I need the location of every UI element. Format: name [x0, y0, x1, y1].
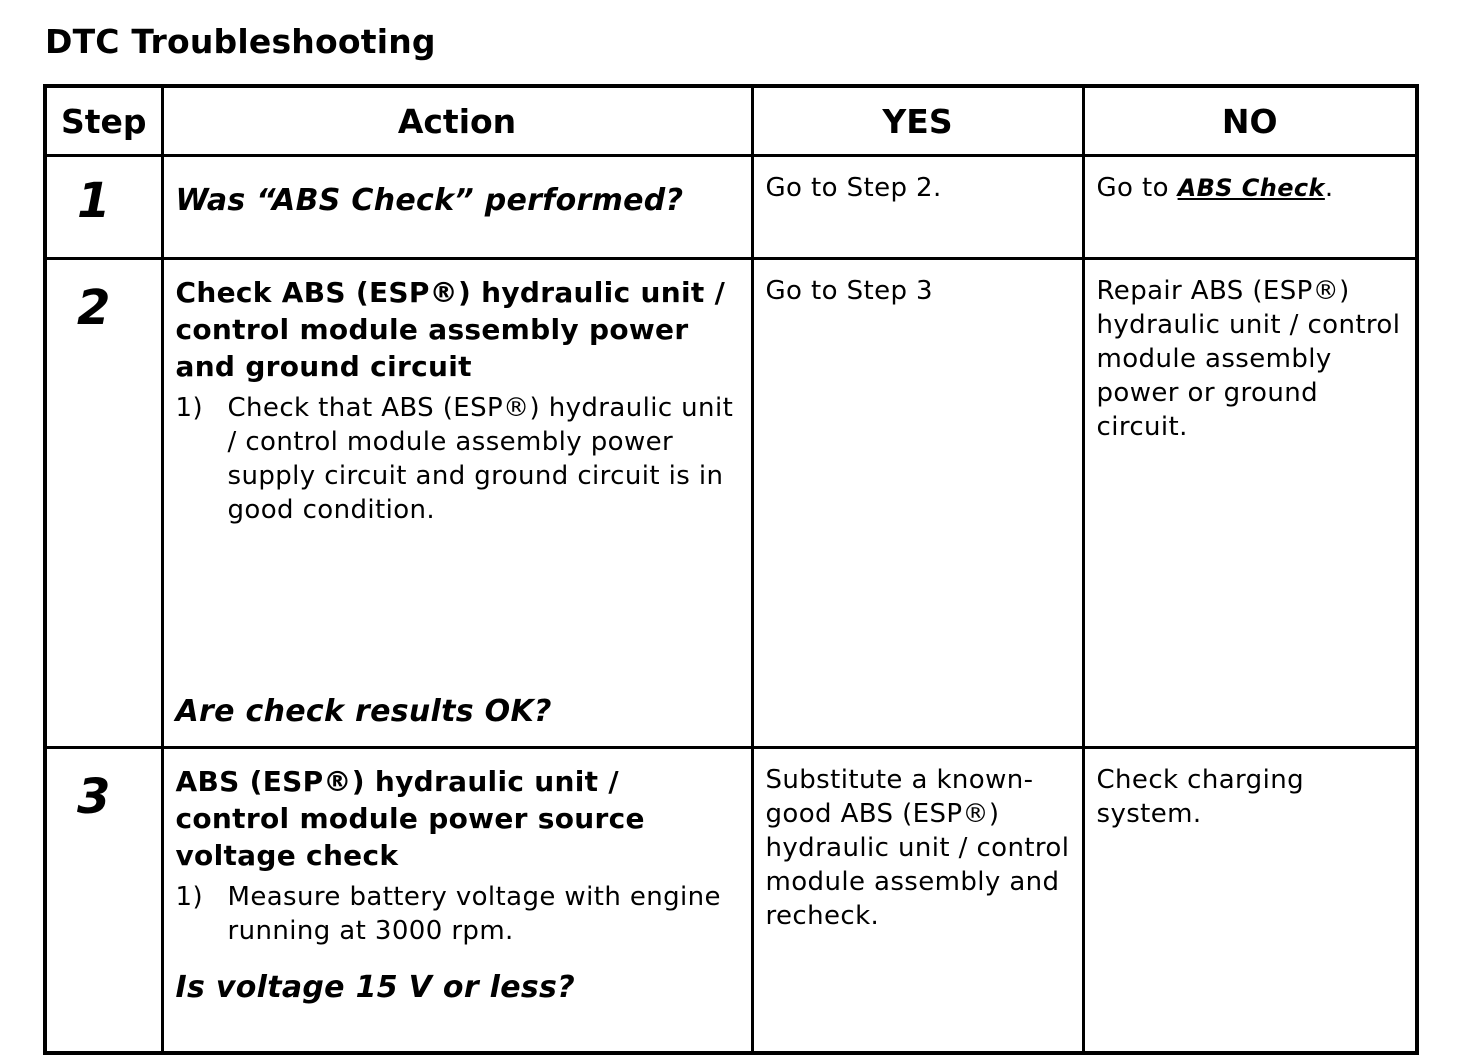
sub-step-text: Check that ABS (ESP®) hydraulic unit / control module assembly power supply circuit and ground circuit is in good condition. — [227, 393, 734, 525]
no-cell — [1083, 259, 1417, 748]
header-no: NO — [1083, 86, 1417, 156]
page-title: DTC Troubleshooting — [45, 22, 436, 61]
action-heading: ABS (ESP®) hydraulic unit / control module power source voltage check — [175, 765, 645, 872]
no-result: Repair ABS (ESP®) hydraulic unit / control module assembly power or ground circuit. — [1096, 276, 1401, 442]
step-cell — [45, 156, 162, 259]
yes-cell — [752, 748, 1083, 1054]
abs-check-link[interactable]: ABS Check — [1177, 174, 1325, 202]
action-question: Is voltage 15 V or less? — [175, 970, 575, 1005]
table-row — [45, 156, 1417, 259]
no-cell — [1083, 748, 1417, 1054]
no-result — [1085, 157, 1416, 205]
table-row — [45, 748, 1417, 1054]
header-step: Step — [45, 86, 162, 156]
action-cell — [162, 748, 752, 1054]
action-question: Was “ABS Check” performed? — [175, 183, 684, 218]
yes-result: Go to Step 2. — [765, 173, 942, 203]
no-prefix: Go to — [1096, 173, 1178, 203]
yes-result: Go to Step 3 — [765, 276, 933, 306]
sub-step-number: 1) — [175, 882, 203, 912]
yes-cell — [752, 156, 1083, 259]
step-number: 3 — [77, 769, 111, 825]
header-action: Action — [162, 86, 752, 156]
dtc-table — [43, 84, 1419, 1055]
step-cell — [45, 748, 162, 1054]
step-number: 2 — [77, 280, 111, 336]
step-cell — [45, 259, 162, 748]
step-number: 1 — [77, 173, 111, 229]
table-row — [45, 259, 1417, 748]
action-cell — [162, 259, 752, 748]
action-heading: Check ABS (ESP®) hydraulic unit / control module assembly power and ground circuit — [175, 276, 726, 383]
sub-step-text: Measure battery voltage with engine running at 3000 rpm. — [227, 882, 721, 946]
action-question: Are check results OK? — [175, 694, 552, 729]
sub-step — [176, 391, 741, 527]
sub-step-number: 1) — [175, 393, 203, 423]
no-suffix: . — [1324, 173, 1334, 203]
yes-cell — [752, 259, 1083, 748]
no-result: Check charging system. — [1096, 765, 1304, 829]
header-row — [45, 86, 1417, 156]
no-cell — [1083, 156, 1417, 259]
action-cell — [162, 156, 752, 259]
yes-result: Substitute a known-good ABS (ESP®) hydraulic unit / control module assembly and recheck. — [765, 765, 1070, 931]
header-yes: YES — [752, 86, 1083, 156]
sub-step — [176, 880, 741, 948]
